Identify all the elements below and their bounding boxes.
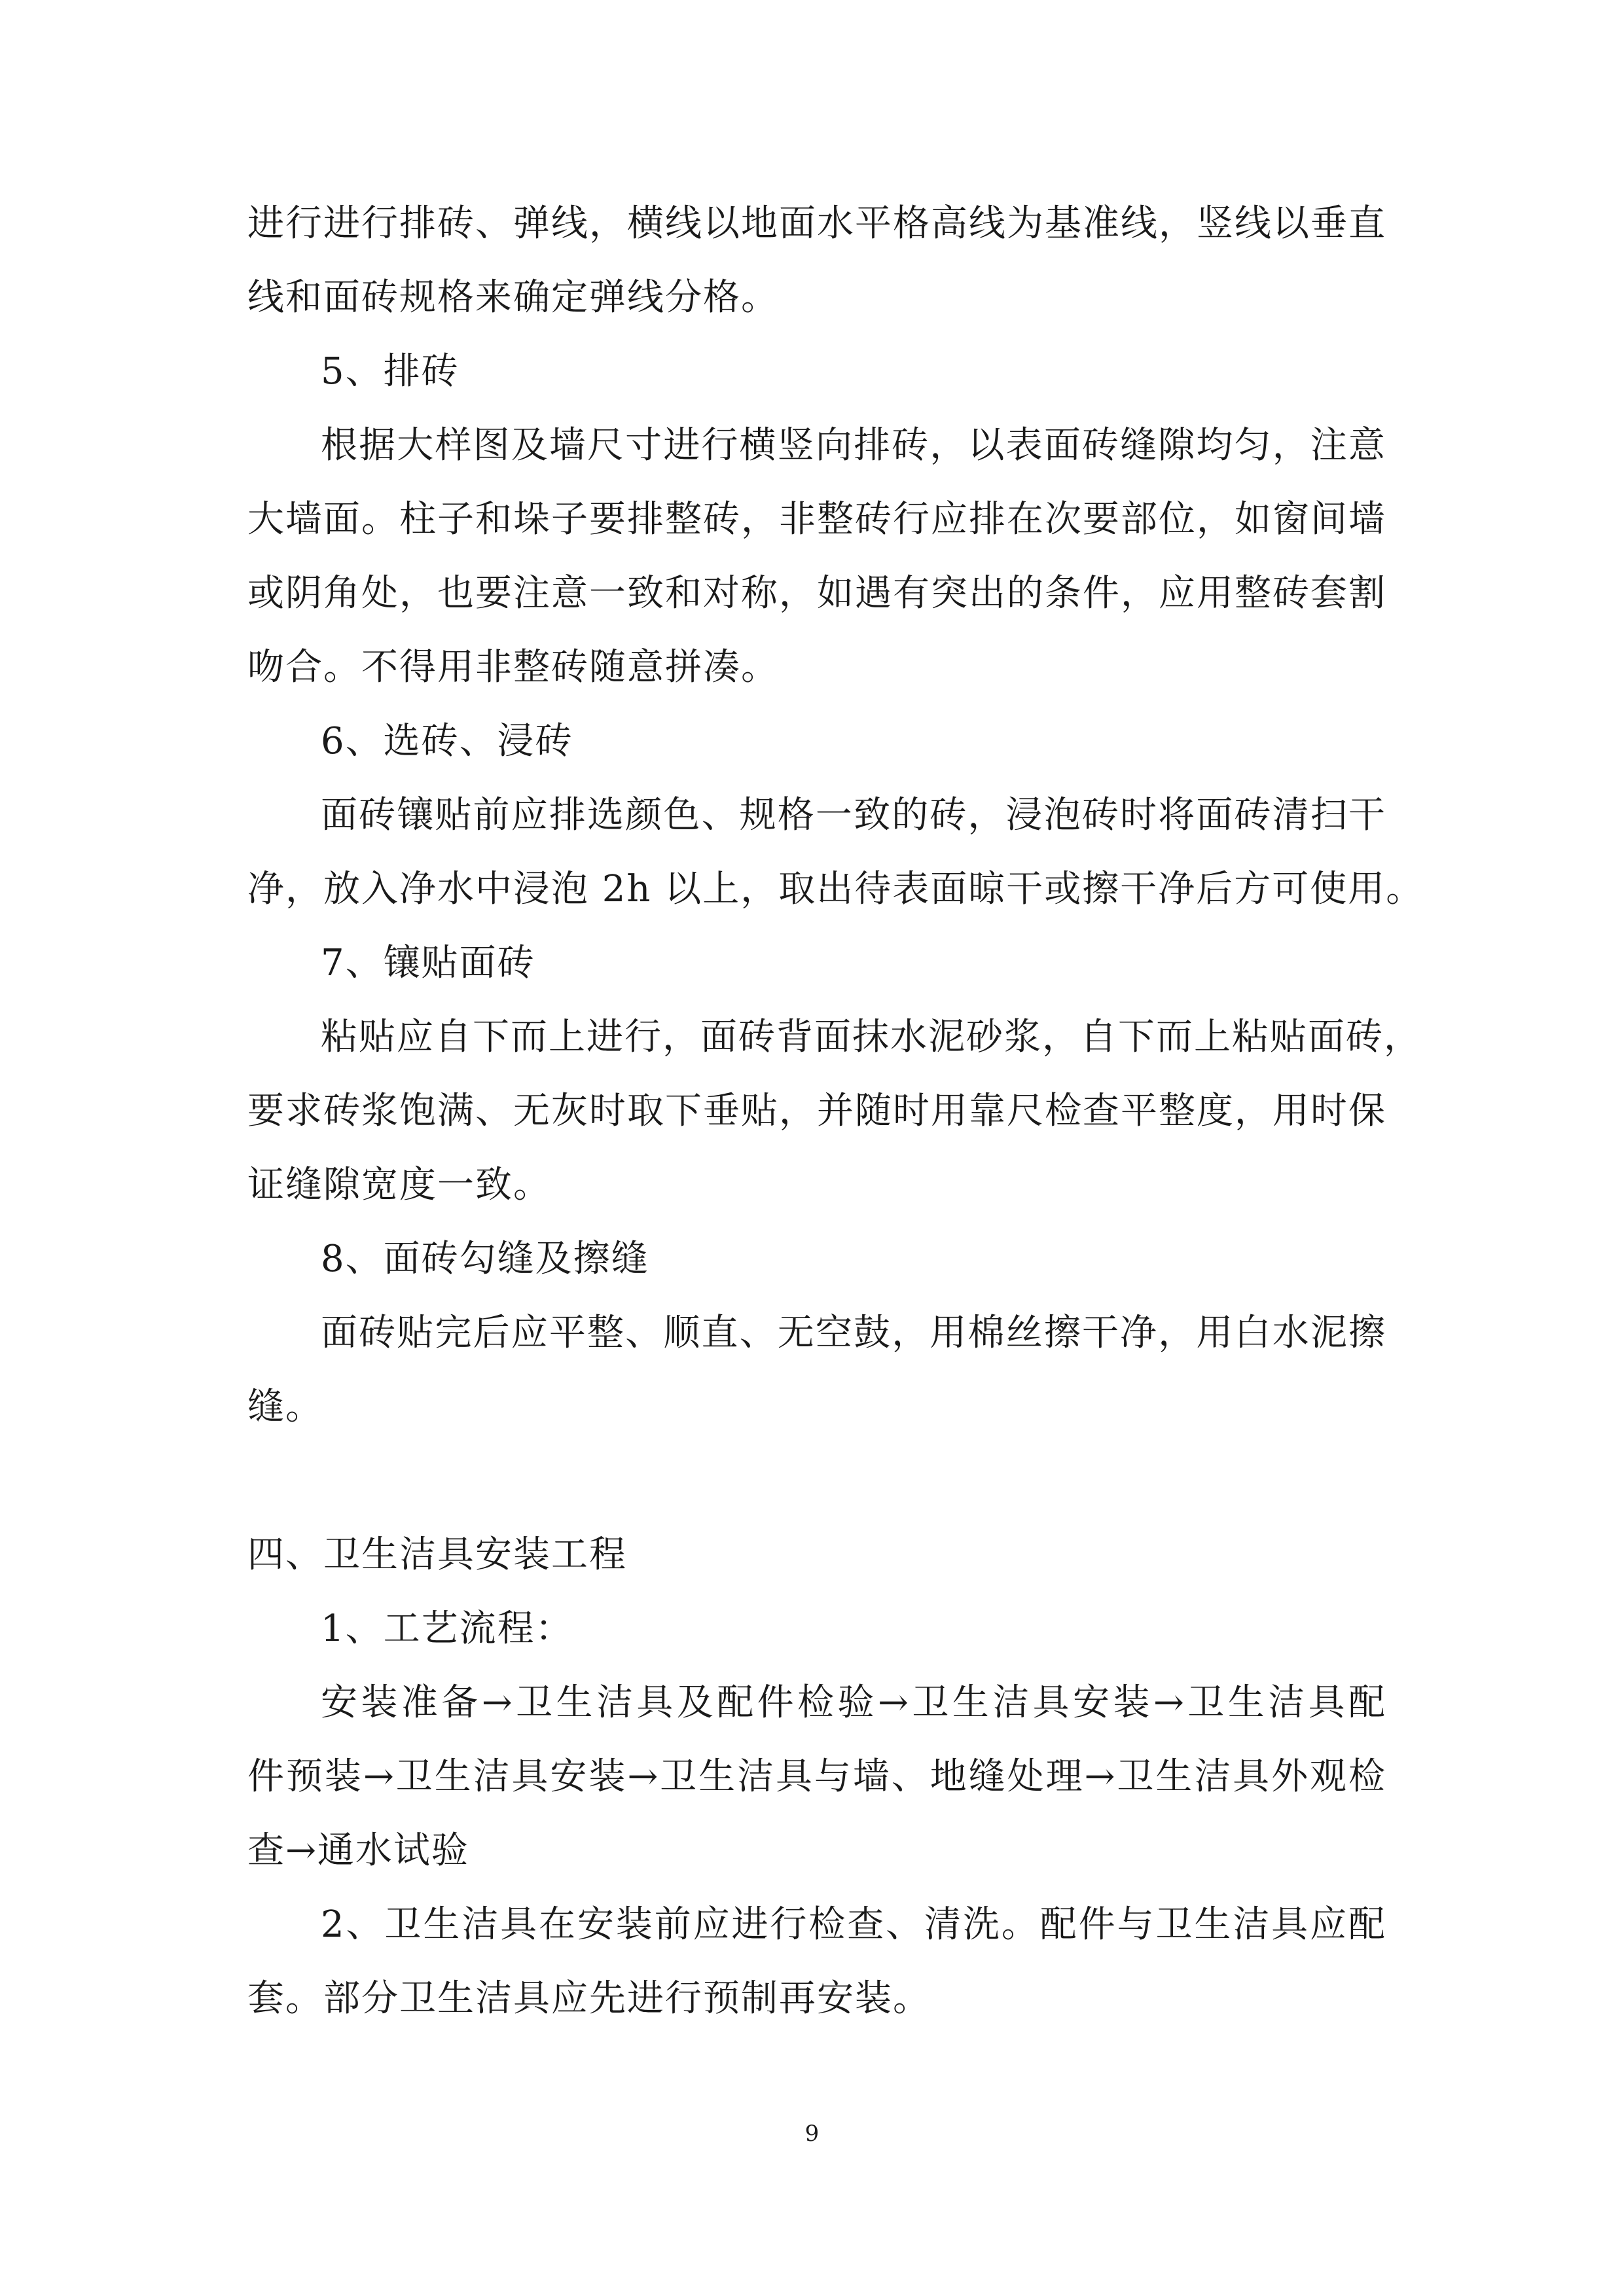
text-line: 安装准备→卫生洁具及配件检验→卫生洁具安装→卫生洁具配 (321, 1681, 1386, 1724)
section-heading: 7、镶贴面砖 (321, 942, 535, 984)
text-line: 2、卫生洁具在安装前应进行检查、清洗。配件与卫生洁具应配 (321, 1903, 1386, 1946)
text-line: 缝。 (247, 1386, 323, 1428)
page-number: 9 (804, 2121, 820, 2147)
text-line: 粘贴应自下而上进行，面砖背面抹水泥砂浆，自下而上粘贴面砖， (321, 1016, 1422, 1058)
text-line: 大墙面。柱子和垛子要排整砖，非整砖行应排在次要部位，如窗间墙 (247, 498, 1386, 541)
text-line: 要求砖浆饱满、无灰时取下垂贴，并随时用靠尺检查平整度，用时保 (247, 1090, 1386, 1132)
text-line: 线和面砖规格来确定弹线分格。 (247, 276, 779, 319)
text-line: 查→通水试验 (247, 1829, 469, 1872)
text-line: 件预装→卫生洁具安装→卫生洁具与墙、地缝处理→卫生洁具外观检 (247, 1755, 1386, 1798)
text-line: 面砖镶贴前应排选颜色、规格一致的砖，浸泡砖时将面砖清扫干 (321, 794, 1386, 836)
text-line: 进行进行排砖、弹线，横线以地面水平格高线为基准线，竖线以垂直 (247, 202, 1386, 245)
section-heading: 5、排砖 (321, 350, 460, 393)
section-heading: 6、选砖、浸砖 (321, 720, 573, 762)
text-line: 面砖贴完后应平整、顺直、无空鼓，用棉丝擦干净，用白水泥擦 (321, 1312, 1386, 1354)
text-line: 或阴角处，也要注意一致和对称，如遇有突出的条件，应用整砖套割 (247, 572, 1386, 615)
text-line: 净，放入净水中浸泡 2h 以上，取出待表面晾干或擦干净后方可使用。 (247, 868, 1424, 910)
section-heading: 1、工艺流程： (321, 1607, 573, 1650)
text-line: 吻合。不得用非整砖随意拼凑。 (247, 646, 779, 689)
section-heading: 8、面砖勾缝及擦缝 (321, 1238, 649, 1280)
text-line: 证缝隙宽度一致。 (247, 1164, 551, 1206)
chapter-heading: 四、卫生洁具安装工程 (247, 1534, 627, 1576)
text-line: 套。部分卫生洁具应先进行预制再安装。 (247, 1977, 931, 2020)
text-line: 根据大样图及墙尺寸进行横竖向排砖，以表面砖缝隙均匀，注意 (321, 424, 1386, 467)
